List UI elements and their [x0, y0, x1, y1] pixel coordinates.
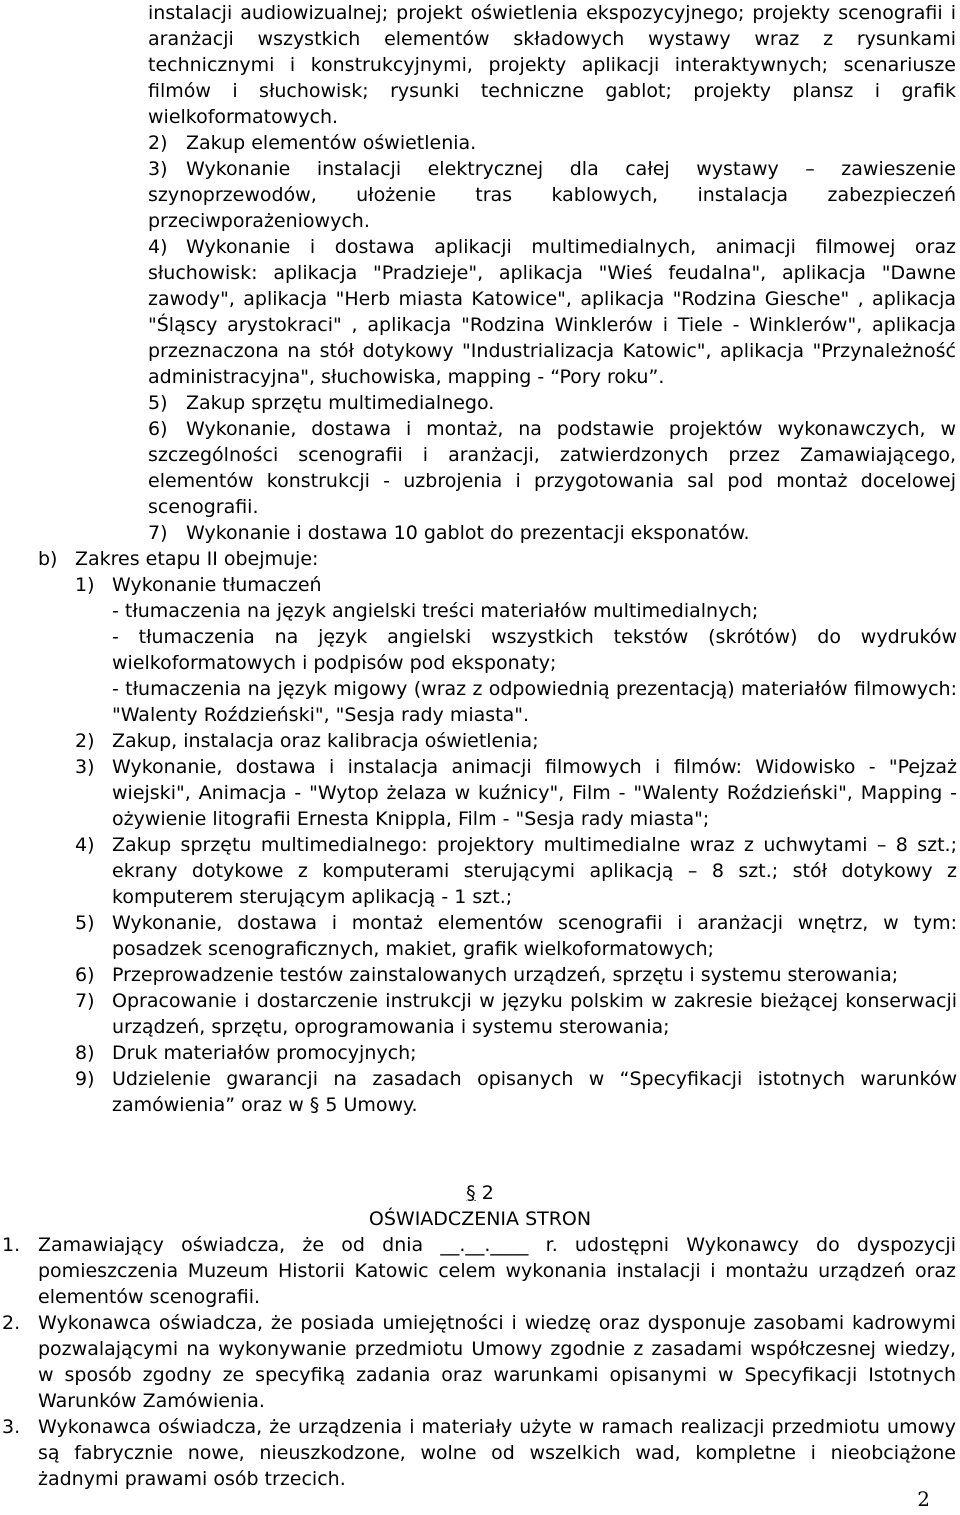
stage-label: b) — [38, 548, 58, 570]
list-item-text: Opracowanie i dostarczenie instrukcji w języku polskim w zakresie bieżącej konserwacji urządzeń, sprzętu, oprogramowania i systemu sterowania; — [112, 990, 957, 1038]
list-item-text: Wykonanie, dostawa i montaż, na podstawie projektów wykonawczych, w szczególności scenografii i aranżacji, zatwierdzonych przez Zamawiającego, elementów konstrukcji - uzbrojenia i przygotowania sal pod montaż docelowej scenografii. — [148, 418, 956, 518]
list-item-text: Wykonanie tłumaczeń — [112, 574, 322, 596]
list-item-text: Druk materiałów promocyjnych; — [112, 1042, 417, 1064]
section-symbol: § — [466, 1182, 476, 1204]
list-item-text: Wykonanie, dostawa i montaż elementów scenografii i aranżacji wnętrz, w tym: posadzek scenograficznych, makiet, grafik wielkoformatowych; — [112, 912, 957, 960]
list-item-text: Wykonanie i dostawa aplikacji multimedialnych, animacji filmowej oraz słuchowisk: aplikacja "Pradzieje", aplikacja "Wieś feudalna", aplikacja "Dawne zawody", aplikacja "Herb miasta Katowice", aplikacja "Rodzina Giesche" , aplikacja "Śląscy arystokraci" , aplikacja "Rodzina Winklerów i Tiele - Winklerów", aplikacja przeznaczona na stół dotykowy "Industrializacja Katowic", aplikacja "Przynależność administracyjna", słuchowiska, mapping - “Pory roku”. — [148, 236, 956, 388]
list-number: 1. — [2, 1234, 21, 1256]
list-item-text: Wykonanie, dostawa i instalacja animacji filmowych i filmów: Widowisko - "Pejzaż wiejski", Animacja - "Wytop żelaza w kuźnicy", Film - "Walenty Roździeński", Mapping - ożywienie litografii Ernesta Knippla, Film - "Sesja rady miasta"; — [112, 756, 957, 830]
stage-heading: Zakres etapu II obejmuje: — [75, 548, 319, 570]
list-number: 7) — [148, 522, 168, 544]
list-number: 4) — [148, 236, 168, 258]
list-item-text: Zakup, instalacja oraz kalibracja oświetlenia; — [112, 730, 539, 752]
list-number: 2. — [2, 1312, 21, 1334]
stage1-paragraph: instalacji audiowizualnej; projekt oświetlenia ekspozycyjnego; projekty scenografii i aranżacji wszystkich elementów składowych wystawy wraz z rysunkami technicznymi i konstrukcyjnymi, projekty aplikacji interaktywnych; scenariusze filmów i słuchowisk; rysunki techniczne gablot; projekty plansz i grafik wielkoformatowych. — [148, 2, 956, 128]
list-item-text: Zakup sprzętu multimedialnego: projektory multimedialne wraz z uchwytami – 8 szt.; ekrany dotykowe z komputerami sterującymi aplikacją – 8 szt.; stół dotykowy z komputerem sterującym aplikacją - 1 szt.; — [112, 834, 957, 908]
list-subitem-text: - tłumaczenia na język angielski wszystkich tekstów (skrótów) do wydruków wielkoformatowych i podpisów pod eksponaty; — [112, 626, 957, 674]
section-number-value: 2 — [481, 1182, 494, 1204]
list-item-text: Wykonanie i dostawa 10 gablot do prezentacji eksponatów. — [186, 522, 750, 544]
page-number: 2 — [917, 1487, 930, 1511]
list-number: 7) — [75, 990, 95, 1012]
list-number: 5) — [148, 392, 168, 414]
list-item-text: Udzielenie gwarancji na zasadach opisanych w “Specyfikacji istotnych warunków zamówienia” oraz w § 5 Umowy. — [112, 1068, 957, 1116]
list-number: 3) — [75, 756, 95, 778]
list-number: 2) — [75, 730, 95, 752]
list-item-text: Zakup sprzętu multimedialnego. — [186, 392, 495, 414]
list-number: 5) — [75, 912, 95, 934]
list-number: 4) — [75, 834, 95, 856]
list-number: 8) — [75, 1042, 95, 1064]
list-number: 2) — [148, 132, 168, 154]
list-number: 1) — [75, 574, 95, 596]
section-title: OŚWIADCZENIA STRON — [368, 1208, 592, 1230]
list-number: 9) — [75, 1068, 95, 1090]
list-number: 6) — [75, 964, 95, 986]
list-item-text: Przeprowadzenie testów zainstalowanych urządzeń, sprzętu i systemu sterowania; — [112, 964, 899, 986]
list-item-text: Zamawiający oświadcza, że od dnia __.__.____ r. udostępni Wykonawcy do dyspozycji pomieszczenia Muzeum Historii Katowic celem wykonania instalacji i montażu urządzeń oraz elementów scenografii. — [38, 1234, 956, 1308]
list-item-text: Wykonanie instalacji elektrycznej dla całej wystawy – zawieszenie szynoprzewodów, ułożenie tras kablowych, instalacja zabezpieczeń przeciwporażeniowych. — [148, 158, 956, 232]
list-number: 6) — [148, 418, 168, 440]
list-subitem-text: - tłumaczenia na język angielski treści materiałów multimedialnych; — [112, 600, 759, 622]
list-item-text: Zakup elementów oświetlenia. — [186, 132, 477, 154]
list-item-text: Wykonawca oświadcza, że urządzenia i materiały użyte w ramach realizacji przedmiotu umowy są fabrycznie nowe, nieuszkodzone, wolne od wszelkich wad, kompletne i nieobciążone żadnymi prawami osób trzecich. — [38, 1416, 956, 1490]
list-item-text: Wykonawca oświadcza, że posiada umiejętności i wiedzę oraz dysponuje zasobami kadrowymi pozwalającymi na wykonywanie przedmiotu Umowy zgodnie z zasadami współczesnej wiedzy, w sposób zgodny ze specyfiką zadania oraz warunkami opisanymi w Specyfikacji Istotnych Warunków Zamówienia. — [38, 1312, 956, 1412]
section-number — [0, 1180, 960, 1206]
list-subitem-text: - tłumaczenia na język migowy (wraz z odpowiednią prezentacją) materiałów filmowych: "Walenty Roździeński", "Sesja rady miasta". — [112, 678, 957, 726]
list-number: 3. — [2, 1416, 21, 1438]
list-number: 3) — [148, 158, 168, 180]
